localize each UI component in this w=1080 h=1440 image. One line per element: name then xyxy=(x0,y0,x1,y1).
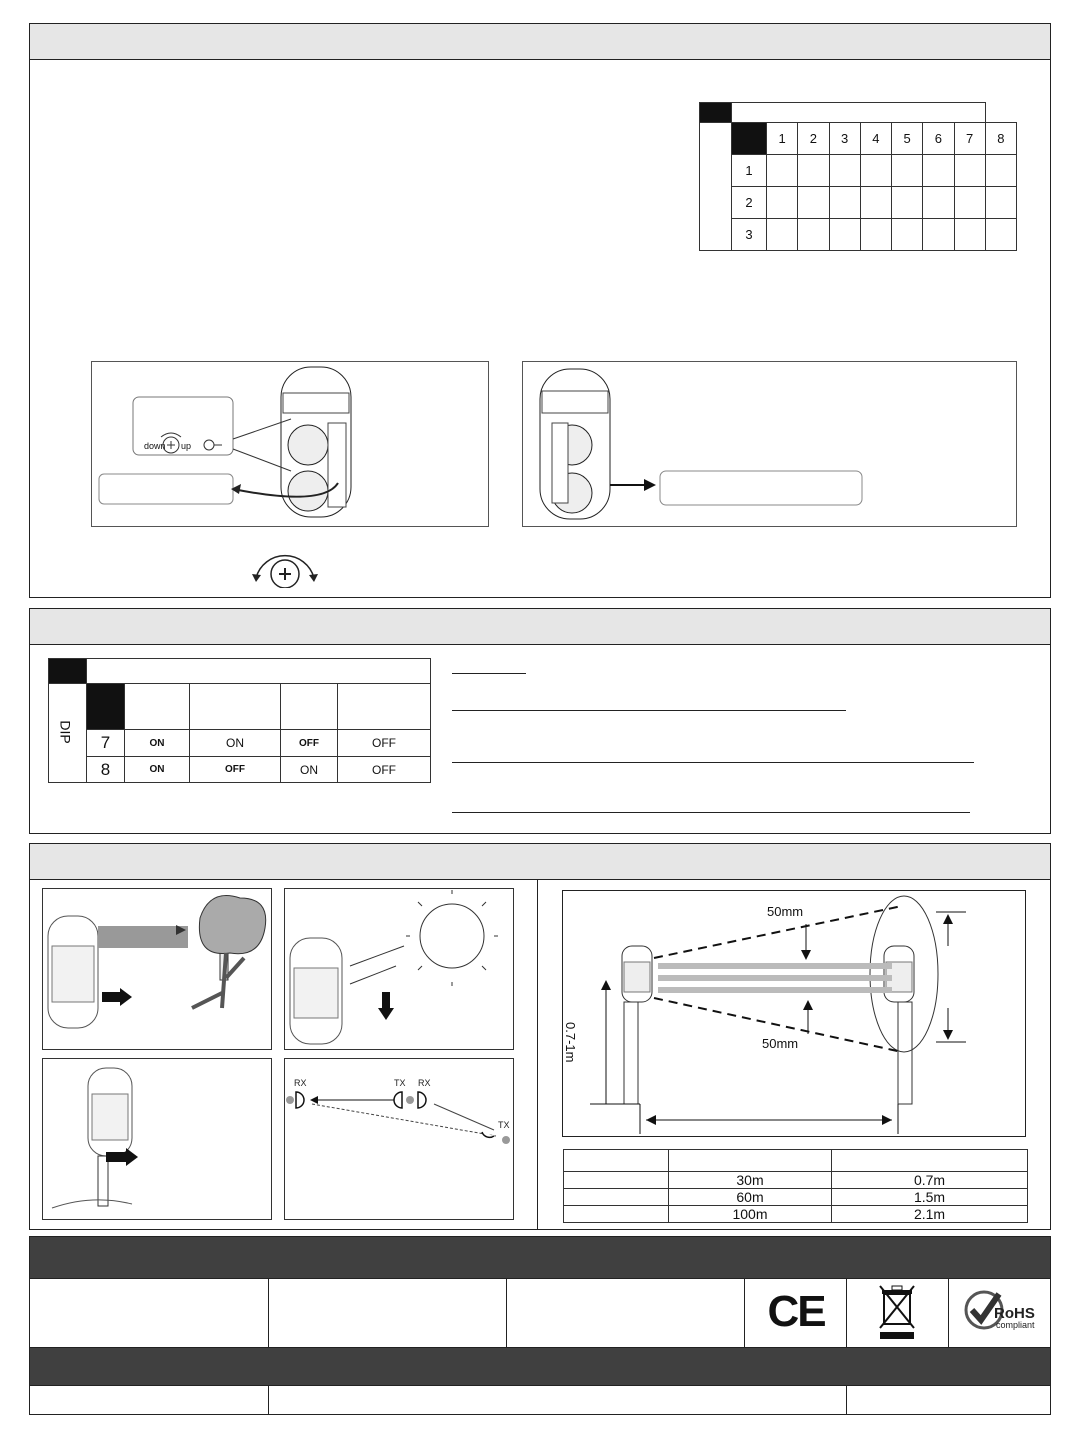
dip-value: OFF xyxy=(190,757,281,783)
channel-col: 8 xyxy=(985,123,1016,155)
dial-down-text: down xyxy=(144,441,166,451)
height-label: 0.7-1m xyxy=(563,1022,578,1063)
dip-value: OFF xyxy=(338,730,431,757)
channel-table-title xyxy=(732,103,986,123)
weee-bin-icon xyxy=(876,1284,918,1340)
channel-table-corner xyxy=(732,123,767,155)
dip-table xyxy=(48,658,431,783)
section-5-row xyxy=(29,1385,1051,1415)
channel-row-label: 1 xyxy=(732,155,767,187)
range-table xyxy=(563,1149,1028,1223)
channel-col: 1 xyxy=(767,123,798,155)
bottom-gap-label: 50mm xyxy=(762,1036,799,1051)
section-4-divider xyxy=(846,1278,847,1348)
top-gap-label: 50mm xyxy=(767,904,804,919)
section-4-header xyxy=(29,1236,1051,1279)
dip-value: ON xyxy=(190,730,281,757)
section-5-header xyxy=(29,1347,1051,1386)
section-3-divider xyxy=(537,879,538,1230)
dip-table-title xyxy=(87,659,431,684)
rule-line xyxy=(452,710,846,711)
dip-row-num: 8 xyxy=(87,757,125,783)
rotate-dial-icon xyxy=(246,540,324,588)
dip-label: DIP xyxy=(57,720,74,744)
precaution-sun-panel xyxy=(284,888,514,1050)
channel-row-label: 2 xyxy=(732,187,767,219)
section-1-header xyxy=(29,23,1051,60)
channel-col: 2 xyxy=(798,123,829,155)
section-4-divider xyxy=(948,1278,949,1348)
range-width: 2.1m xyxy=(832,1206,1028,1223)
rule-line xyxy=(452,762,974,763)
tx-label-2: TX xyxy=(498,1120,510,1130)
section-2-header xyxy=(29,608,1051,645)
channel-table xyxy=(699,102,1017,251)
beam-diagram xyxy=(562,890,1026,1137)
dip-value: ON xyxy=(281,757,338,783)
dip-value: ON xyxy=(125,730,190,757)
dip-value: OFF xyxy=(281,730,338,757)
rx-label-1: RX xyxy=(294,1078,307,1088)
channel-col: 5 xyxy=(892,123,923,155)
range-width: 1.5m xyxy=(832,1189,1028,1206)
channel-col: 4 xyxy=(860,123,891,155)
precaution-pole-panel xyxy=(42,1058,272,1220)
section-4-divider xyxy=(506,1278,507,1348)
rx-label-2: RX xyxy=(418,1078,431,1088)
channel-row-label: 3 xyxy=(732,219,767,251)
dip-row-num: 7 xyxy=(87,730,125,757)
tx-label-1: TX xyxy=(394,1078,406,1088)
channel-col: 7 xyxy=(954,123,985,155)
section-5-divider xyxy=(846,1385,847,1415)
ce-mark-icon: CE xyxy=(767,1287,825,1336)
channel-col: 6 xyxy=(923,123,954,155)
rule-line xyxy=(452,673,526,674)
detector-front-illustration xyxy=(522,361,1017,527)
rule-line xyxy=(452,812,970,813)
dial-up-text: up xyxy=(181,441,192,451)
precaution-alignment-panel xyxy=(284,1058,514,1220)
range-distance: 30m xyxy=(669,1172,832,1189)
rohs-sub-text: compliant xyxy=(996,1320,1035,1330)
dip-value: ON xyxy=(125,757,190,783)
section-5-divider xyxy=(268,1385,269,1415)
rohs-compliant-icon xyxy=(962,1288,1042,1336)
section-4-divider xyxy=(268,1278,269,1348)
precaution-tree-panel xyxy=(42,888,272,1050)
rohs-text: RoHS xyxy=(994,1305,1035,1322)
section-3-header xyxy=(29,843,1051,880)
channel-col: 3 xyxy=(829,123,860,155)
section-4-divider xyxy=(744,1278,745,1348)
range-distance: 60m xyxy=(669,1189,832,1206)
range-distance: 100m xyxy=(669,1206,832,1223)
dip-value: OFF xyxy=(338,757,431,783)
detector-adjust-illustration xyxy=(91,361,489,527)
range-width: 0.7m xyxy=(832,1172,1028,1189)
